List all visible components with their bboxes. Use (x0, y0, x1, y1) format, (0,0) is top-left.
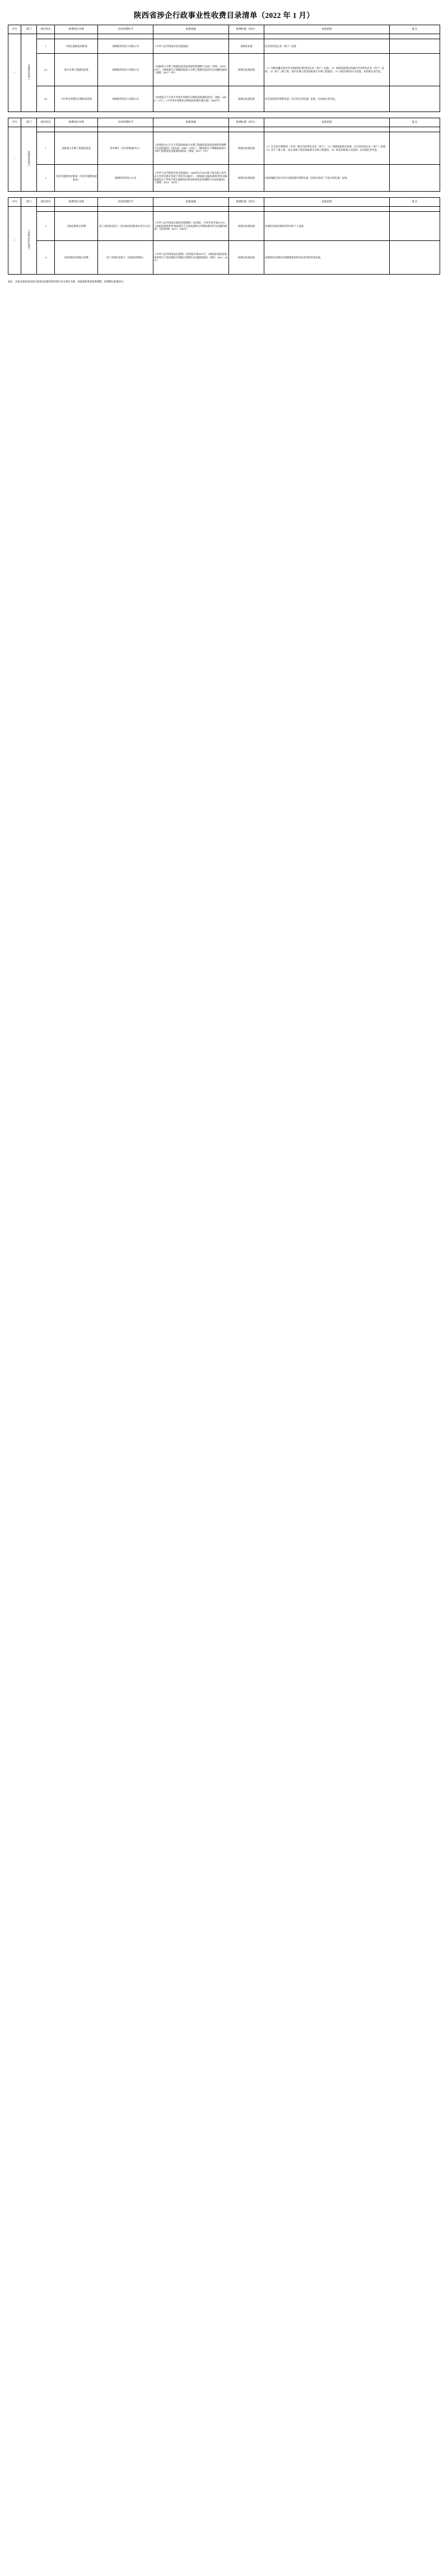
cell-0: (1) (36, 54, 54, 86)
cell-3: 《中华人民共和国电信条例》（国务院令第291号）；《财政部 国家发展改革委关于电信网码号资源占用费有关问题的通知》（财综〔2011〕68号） (153, 241, 229, 275)
cell-2 (36, 127, 54, 132)
cell-3: 《中华人民共和国无线电管理条例》（国务院、中央军委令第672号）；《国家发展改革委 财政部关于无线电频率占用费标准等有关问题的通知》（发改价格〔2017〕1186号） (153, 212, 229, 241)
cell-0: 2 (36, 165, 54, 192)
cell-8 (389, 34, 440, 39)
cell-1: 发展改革部门 (21, 34, 37, 112)
cell-3: 《中华人民共和国可再生能源法》 (153, 39, 229, 54)
cell-0: 1 (36, 132, 54, 165)
cell-6 (389, 241, 440, 275)
table-row (8, 132, 440, 165)
cell-1: 无线电频率占用费 (55, 212, 98, 241)
cell-2: 省工业和信息化厅（省无线电管理委员会办公室） (98, 212, 153, 241)
page-break-gap (8, 112, 440, 118)
cell-6 (228, 207, 264, 212)
cell-2 (36, 34, 54, 39)
cell-7 (264, 34, 390, 39)
cell-1: 可再生能源电价附加（可再生能源发展基金） (55, 165, 98, 192)
cell-2 (36, 207, 54, 212)
column-header-3: 收费项目名称 (55, 25, 98, 34)
column-header-0: 序号 (8, 118, 21, 127)
column-header-2: 项目单位 (36, 198, 54, 207)
cell-0: 3 (36, 212, 54, 241)
column-header-5: 政策依据 (153, 118, 229, 127)
cell-2: 省工业和信息化厅（省通信管理局） (98, 241, 153, 275)
column-header-1: 部门 (21, 25, 37, 34)
fee-catalog-table (8, 25, 440, 112)
cell-5 (153, 127, 229, 132)
column-header-7: 征收范围 (264, 25, 390, 34)
cell-4: 按规定标准征收 (228, 212, 264, 241)
cell-2: 国网陕西省电力公司 (98, 165, 153, 192)
cell-2: 国网陕西省电力有限公司 (98, 54, 153, 86)
cell-1: 国家重大水利工程建设基金 (55, 132, 98, 165)
cell-5: 对取得电信网码号资源使用权的电信业务经营者征收。 (264, 241, 390, 275)
cell-5: （1）在全省水利枢纽（水库）辖区内的用电企业（用户）；（2）按照国家规定标准，向全省用电企业（用户）征收；（3）用于三峡工程、南水北调工程等国家重大水利工程建设；（4）按电价附加方式征收，由电网企业代征。 (264, 132, 390, 165)
column-header-4: 具体管理环节 (98, 118, 153, 127)
cell-8 (389, 127, 440, 132)
cell-4 (98, 34, 153, 39)
table-row (8, 241, 440, 275)
table-row (8, 86, 440, 112)
table-row (8, 207, 440, 212)
column-header-4: 具体管理环节 (98, 25, 153, 34)
cell-6 (389, 54, 440, 86)
column-header-6: 收费标准（单位） (228, 25, 264, 34)
cell-0: 一 (8, 34, 21, 112)
cell-5 (153, 207, 229, 212)
fee-catalog-table (8, 118, 440, 192)
table-row (8, 34, 440, 39)
cell-5: 对全省范围内销售电量（含自发自用电量）征收，由电网企业代征。 (264, 86, 390, 112)
column-header-4: 具体管理环节 (98, 198, 153, 207)
column-header-2: 项目单位 (36, 118, 54, 127)
column-header-7: 征收范围 (264, 118, 390, 127)
cell-1: 发展改革部门 (21, 127, 37, 192)
cell-4: 按规定标准征收 (228, 241, 264, 275)
cell-0: 4 (36, 241, 54, 275)
tables-root (8, 25, 440, 280)
cell-4: 按规定标准征收 (228, 165, 264, 192)
column-header-3: 收费项目名称 (55, 198, 98, 207)
cell-5: 向除西藏自治区以外全国范围内销售电量（包括自备电厂自发自用电量）征收。 (264, 165, 390, 192)
table-row (8, 54, 440, 86)
table-row (8, 127, 440, 132)
cell-7 (264, 207, 390, 212)
column-header-0: 序号 (8, 25, 21, 34)
cell-2: 国网陕西省电力有限公司 (98, 86, 153, 112)
column-header-8: 备 注 (389, 198, 440, 207)
cell-0: (2) (36, 86, 54, 112)
column-header-8: 备 注 (389, 25, 440, 34)
cell-4: 按规定标准 (228, 39, 264, 54)
cell-3 (55, 34, 98, 39)
cell-4 (98, 127, 153, 132)
cell-4 (98, 207, 153, 212)
cell-0: 1 (36, 39, 54, 54)
cell-8 (389, 207, 440, 212)
cell-0: 一 (8, 127, 21, 192)
column-header-3: 收费项目名称 (55, 118, 98, 127)
cell-3: 《中华人民共和国可再生能源法》（2005年2月28日第十届全国人民代表大会常务委员会第十四次会议通过）；《财政部 国家发展改革委 国家能源局关于印发可再生能源电价附加补助资金管理暂行办法的通知》（财建〔2012〕102号） (153, 165, 229, 192)
cell-3: 《国务院关于完善大中型水库移民后期扶持政策的意见》（国发〔2006〕17号）；《大中型水库移民后期扶持政策实施方案》（2007年） (153, 86, 229, 112)
column-header-1: 部门 (21, 118, 37, 127)
cell-6 (389, 39, 440, 54)
column-header-2: 项目单位 (36, 25, 54, 34)
document-page (0, 0, 448, 287)
table-row (8, 39, 440, 54)
column-header-1: 部门 (21, 198, 37, 207)
cell-6 (389, 86, 440, 112)
cell-1: 工业和信息化部门 (21, 207, 37, 275)
column-header-7: 征收范围 (264, 198, 390, 207)
column-header-6: 收费标准（单位） (228, 198, 264, 207)
table-row (8, 165, 440, 192)
cell-3: 《国务院办公厅关于印发国家重大水利工程建设基金征收使用管理暂行办法的通知》（国办函〔2009〕118号）；《财政部关于明确国家重大水利工程建设基金政策的通知》（财税〔2017〕9号） (153, 132, 229, 165)
cell-6 (228, 34, 264, 39)
cell-6 (389, 212, 440, 241)
cell-6 (389, 165, 440, 192)
column-header-6: 收费标准（单位） (228, 118, 264, 127)
column-header-0: 序号 (8, 198, 21, 207)
cell-3 (55, 127, 98, 132)
column-header-8: 备 注 (389, 118, 440, 127)
page-break-gap (8, 275, 440, 280)
cell-5: 对使用无线电频率的单位和个人征收。 (264, 212, 390, 241)
footnote: 备注：具体征收标准及执行政策以国家和我省现行有关规定为准，如国家和我省政策调整，按调整后政策执行。 (8, 280, 126, 283)
column-header-5: 政策依据 (153, 25, 229, 34)
table-row (8, 212, 440, 241)
cell-3 (55, 207, 98, 212)
cell-1: 大中型水库移民后期扶持基金 (55, 86, 98, 112)
page-title: 陕西省涉企行政事业性收费目录清单（2022 年 1 月） (133, 11, 315, 20)
cell-5 (153, 34, 229, 39)
cell-0: 二 (8, 207, 21, 275)
cell-5: 向全省用电企业（用户）征收 (264, 39, 390, 54)
cell-4: 按规定标准征收 (228, 86, 264, 112)
cell-6 (228, 127, 264, 132)
cell-2: 国网陕西省电力有限公司 (98, 39, 153, 54)
fee-catalog-table (8, 197, 440, 275)
cell-5: （1）对除西藏自治区外全国范围内的用电企业（用户）征收；（2）按照国家规定标准向全省用电企业（用户）征收；（3）用于三峡工程、南水北调工程等国家重大水利工程建设；（4）按电价附加方式征收，由电网企业代征。 (264, 54, 390, 86)
cell-3: 《国家重大水利工程建设基金征收使用管理暂行办法》（财综〔2010〕43号）；《财政部关于明确国家重大水利工程建设基金有关问题的通知》（财税〔2017〕9号） (153, 54, 229, 86)
cell-1: 重大水利工程建设基金 (55, 54, 98, 86)
cell-6 (389, 132, 440, 165)
cell-4: 按规定标准征收 (228, 132, 264, 165)
cell-1: 可再生能源电价附加 (55, 39, 98, 54)
column-header-5: 政策依据 (153, 198, 229, 207)
cell-1: 电信网码号资源占用费 (55, 241, 98, 275)
cell-4: 按规定标准征收 (228, 54, 264, 86)
cell-7 (264, 127, 390, 132)
page-break-gap (8, 192, 440, 197)
cell-2: 省水利厅（省水利发展中心） (98, 132, 153, 165)
